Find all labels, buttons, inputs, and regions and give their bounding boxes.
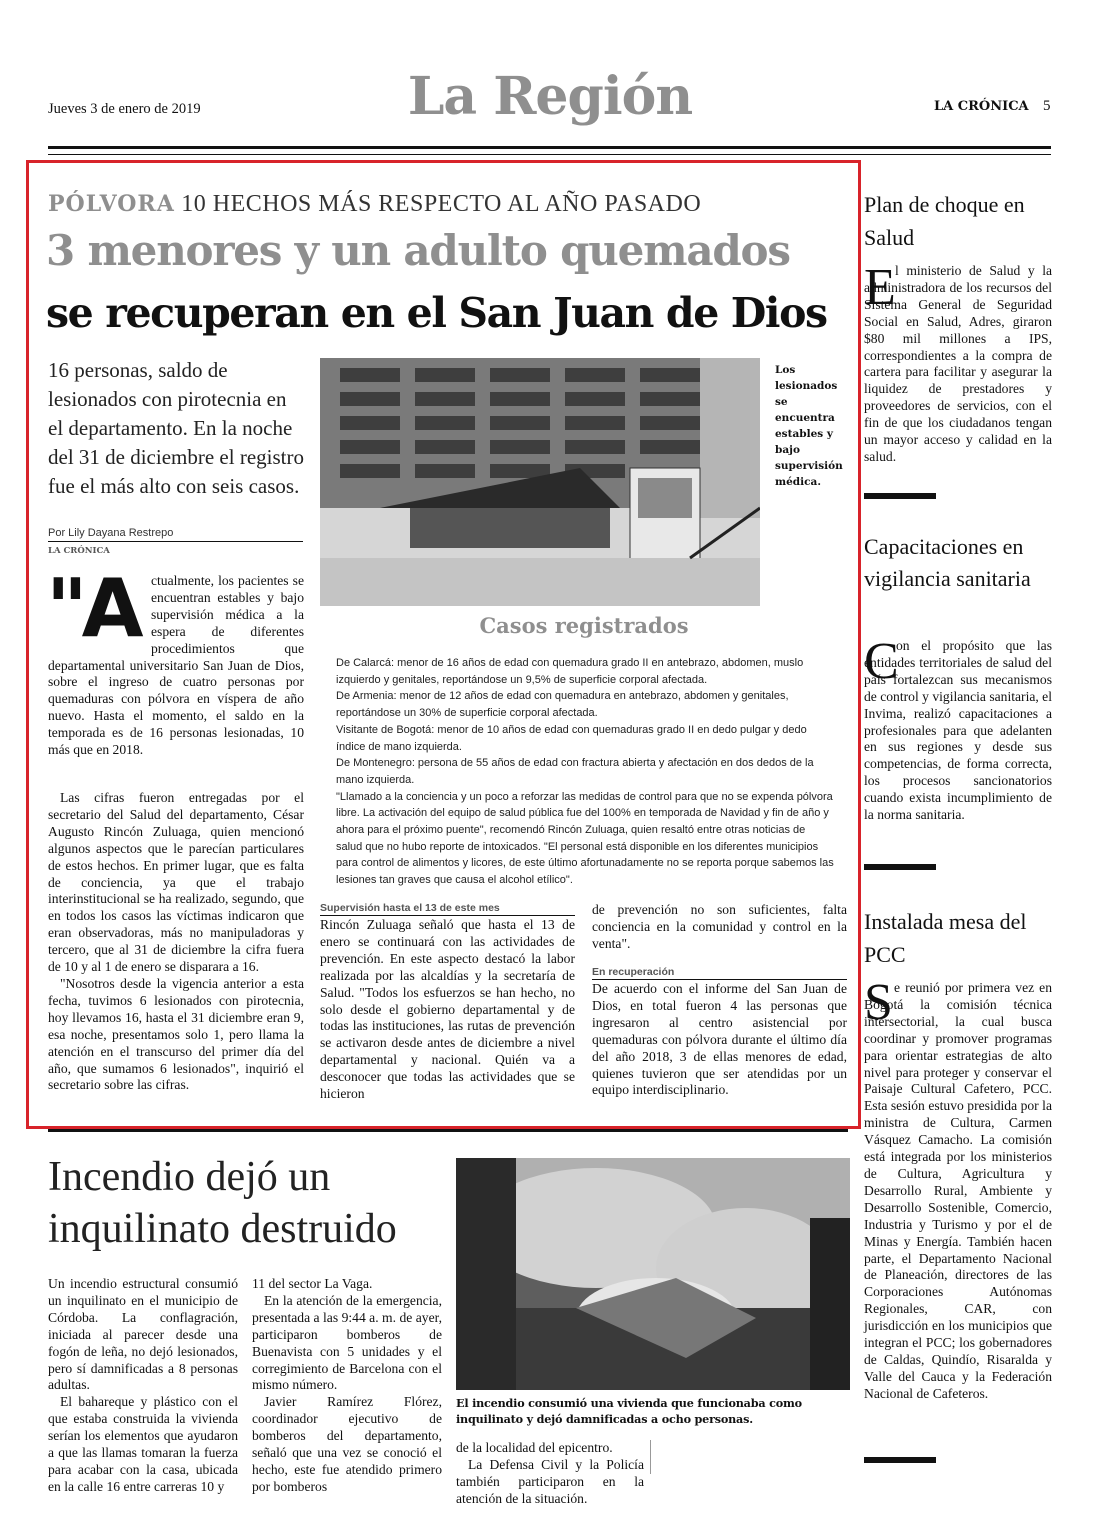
case-item: Visitante de Bogotá: menor de 10 años de edad con quemaduras grado II en dedo pulgar y dedo índice de mano izquierda.: [336, 723, 807, 753]
second-p7: La Defensa Civil y la Policía también participaron en la atención de la situación.: [456, 1457, 644, 1506]
case-item: De Armenia: menor de 12 años de edad con quemadura en antebrazo, abdomen y genitales, reportándose un 30% de superficie corporal afectada.: [336, 690, 789, 720]
sidebar-text-1: l ministerio de Salud y la administradora de los recursos del Sistema General de Seguridad Social en Salud, Adres, giraron $80 mil millones a IPS, correspondientes a la compra de cartera para facilitar y asegurar la liquidez de prestadores y proveedores de servicios, con el fin de que los ciudadanos tengan un mayor acceso y calidad en la salud.: [864, 263, 1052, 464]
paragraph-3: "Nosotros desde la vigencia anterior a esta fecha, tuvimos 6 lesionados con pirotecnia, hoy llevamos 16, hasta el 31 diciembre eran 9, esa noche, presentamos solo 1, pero llama la atención en el transcurso del primer día del año, que sumamos 6 lesionados", inquirió el secretario sobre las cifras.: [48, 975, 304, 1093]
case-item: De Calarcá: menor de 16 años de edad con quemadura grado II en antebrazo, abdomen, muslo izquierdo y genitales, reportándose un 9,5% de superficie corporal afectada.: [336, 657, 804, 686]
fire-illustration: [456, 1158, 850, 1390]
header-rule-thin: [48, 154, 1051, 155]
kicker-text: 10 HECHOS MÁS RESPECTO AL AÑO PASADO: [174, 191, 702, 217]
second-p4: En la atención de la emergencia, presentada a las 9:44 a. m. de ayer, participaron bomberos de Buenavista con 5 unidades y el corregimiento de Barcelona con el mismo número.: [252, 1292, 442, 1393]
deck: 16 personas, saldo de lesionados con pirotecnia en el departamento. En la noche del 31 de diciembre el registro fue el más alto con seis casos.: [48, 358, 304, 498]
case-item: De Montenegro: persona de 55 años de edad con fractura abierta y afectación en dos dedos de la mano izquierda.: [336, 757, 814, 786]
sidebar-title-2: Capacitaciones en vigilancia sanitaria: [864, 534, 1031, 591]
col1-body: [48, 790, 304, 1094]
kicker: [48, 191, 701, 218]
sidebar-rule-1: [864, 493, 936, 499]
col3-body: De acuerdo con el informe del San Juan de Dios, en total fueron 4 las personas que ingresaron al centro asistencial por quemaduras con pólvora durante el último día del año 2018, 3 de ellas menores de edad, quienes tuvieron que ser atendidas por un equipo interdisciplinario.: [592, 981, 847, 1098]
hospital-illustration: [320, 358, 760, 606]
byline-outlet: LA CRÓNICA: [48, 546, 110, 556]
second-headline: Incendio dejó un inquilinato destruido: [48, 1154, 397, 1252]
sidebar-text-2: on el propósito que las entidades territoriales de salud del país fortalezcan sus mecanismos de control y vigilancia sanitaria, el Invima, realizó capacitaciones a profesionales para que adelanten en sus regiones y desde sus competencias, de forma correcta, los procesos sancionatorios cuando exista incumplimiento de la norma sanitaria.: [864, 638, 1052, 823]
sidebar-title-3: Instalada mesa del PCC: [864, 909, 1027, 967]
second-p2: El bahareque y plástico con el que estaba construida la vivienda serían los elementos que ayudaron a que las llamas tomaran la fuerza para acabar con la casa, ubicada en la calle 16 entre carreras 10 y: [48, 1394, 238, 1494]
sidebar-rule-2: [864, 864, 936, 870]
cases-box: [336, 655, 834, 889]
header-rule-thick: [48, 146, 1051, 149]
sidebar-dropcap-3: S: [864, 974, 893, 1031]
lead-top: [151, 573, 304, 657]
second-p6: de la localidad del epicentro.: [456, 1440, 613, 1455]
photo-caption: Los lesionados se encuentra estables y bajo supervisión médica.: [775, 364, 843, 488]
sidebar-text-3: e reunió por primera vez en Bogotá la comisión técnica intersectorial, la cual busca coordinar y promover programas para orientar estrategias de alto nivel para proteger y conservar el Paisaje Cultural Cafetero, PCC. Esta sesión estuvo presidida por la ministra de Cultura, Carmen Vásquez Camacho. La comisión está integrada por los ministerios de Cultura, Agricultura y Desarrollo Rural, Ambiente y Desarrollo Sostenible, Comercio, Industria y Turismo y por el de Minas y Energía. También hacen parte, el Departamento Nacional de Planeación, directores de las Corporaciones Autónomas Regionales, CAR, con jurisdicción en los municipios que integran el PCC; los gobernadores de Caldas, Quindío, Risaralda y Valle del Cauca y la Federación Nacional de Cafeteros.: [864, 980, 1052, 1401]
page-number: 5: [1043, 98, 1051, 114]
sidebar-rule-3: [864, 1457, 936, 1463]
sidebar-title-1: Plan de choque en Salud: [864, 192, 1025, 250]
newspaper-name: LA CRÓNICA: [934, 99, 1029, 114]
issue-date: Jueves 3 de enero de 2019: [48, 101, 201, 117]
headline-line2: se recuperan en el San Juan de Dios: [46, 289, 827, 337]
byline: Por Lily Dayana Restrepo: [48, 527, 174, 539]
dropcap: "A: [46, 562, 138, 655]
hospital-photo: [320, 358, 760, 606]
second-p3: 11 del sector La Vaga.: [252, 1276, 373, 1291]
col3-cont: de prevención no son suficientes, falta conciencia en la comunidad y control en la venta".: [592, 902, 847, 951]
lead-text-rest: departamental universitario San Juan de Dios, sobre el ingreso de cuatro personas por quemaduras con pólvora en víspera de año nuevo. Hasta el momento, el saldo en la temporada es de 16 personas lesionadas, 10 más que en 2018.: [48, 657, 304, 758]
lead-rest: [48, 657, 304, 791]
byline-rule: [48, 541, 303, 542]
second-col3b: [456, 1457, 644, 1508]
second-p5: Javier Ramírez Flórez, coordinador ejecutivo de bomberos del departamento, señaló que una vez se conoció el hecho, este fue atendido primero por bomberos: [252, 1394, 442, 1494]
fire-photo: [456, 1158, 850, 1390]
second-col3: [456, 1440, 644, 1457]
story-separator: [48, 1129, 848, 1132]
lead-text-top: ctualmente, los pacientes se encuentran estables y bajo supervisión médica a la espera de diferentes procedimientos que: [151, 573, 304, 656]
second-col2: [252, 1276, 442, 1496]
col2-body: Rincón Zuluaga señaló que hasta el 13 de enero se continuará con las actividades de prevención. En este aspecto destacó la labor realizada por las alcaldías y la secretaría de Salud. "Todos los esfuerzos se han hecho, no solo desde el gobierno departamental y de todas las instituciones, las rutas de prevención se activaron desde antes de diciembre a nivel departamental y nacional. Quién va a desconocer que todas las actividades que se hicieron: [320, 917, 575, 1102]
sidebar-dropcap-1: E: [864, 259, 896, 316]
subhead-recuperacion: En recuperación: [592, 966, 847, 980]
subhead-supervision: Supervisión hasta el 13 de este mes: [320, 902, 575, 916]
second-col1: [48, 1276, 238, 1496]
box-title: Casos registrados: [479, 613, 689, 638]
second-p1: Un incendio estructural consumió un inquilinato en el municipio de Córdoba. La conflagración, iniciada al parecer desde una fogón de leña, no dejó lesionados, pero sí damnificadas a 8 personas adultas.: [48, 1276, 238, 1393]
headline-line1: 3 menores y un adulto quemados: [46, 226, 790, 275]
kicker-topic: PÓLVORA: [48, 191, 175, 217]
sidebar-dropcap-2: C: [864, 633, 899, 690]
section-title: La Región: [407, 66, 693, 127]
second-col3-box: [650, 1440, 651, 1474]
fire-photo-caption: El incendio consumió una vivienda que funcionaba como inquilinato y dejó damnificadas a ocho personas.: [456, 1396, 802, 1426]
box-quote: "Llamado a la conciencia y un poco a reforzar las medidas de control para que no se expenda pólvora libre. La activación del equipo de salud pública fue del 100% en temporada de Navidad y fin de año y ahora para el próximo puente", recomendó Rincón Zuluaga, quien resaltó entre otras noticias de salud que no hubo reporte de intoxicados. "El personal está disponible en los diferentes municipios para control de alimentos y licores, de este último afortunadamente no se reporta porque sabemos las lesiones tan graves que causa el alcohol etílico".: [336, 790, 834, 887]
paragraph-2: Las cifras fueron entregadas por el secretario del Salud del departamento, César Augusto Rincón Zuluaga, quien mencionó algunos aspectos que le parecían particulares de estos hechos. En primer lugar, que es falta de conciencia, ya que el trabajo interinstitucional se ha realizado, segundo, que en todos los casos las víctimas indicaron que eran observadoras, más no manipuladoras y tercero, que al 31 de diciembre la cifra fuera de 10 y al 1 de enero se disparara a 16.: [48, 790, 304, 975]
